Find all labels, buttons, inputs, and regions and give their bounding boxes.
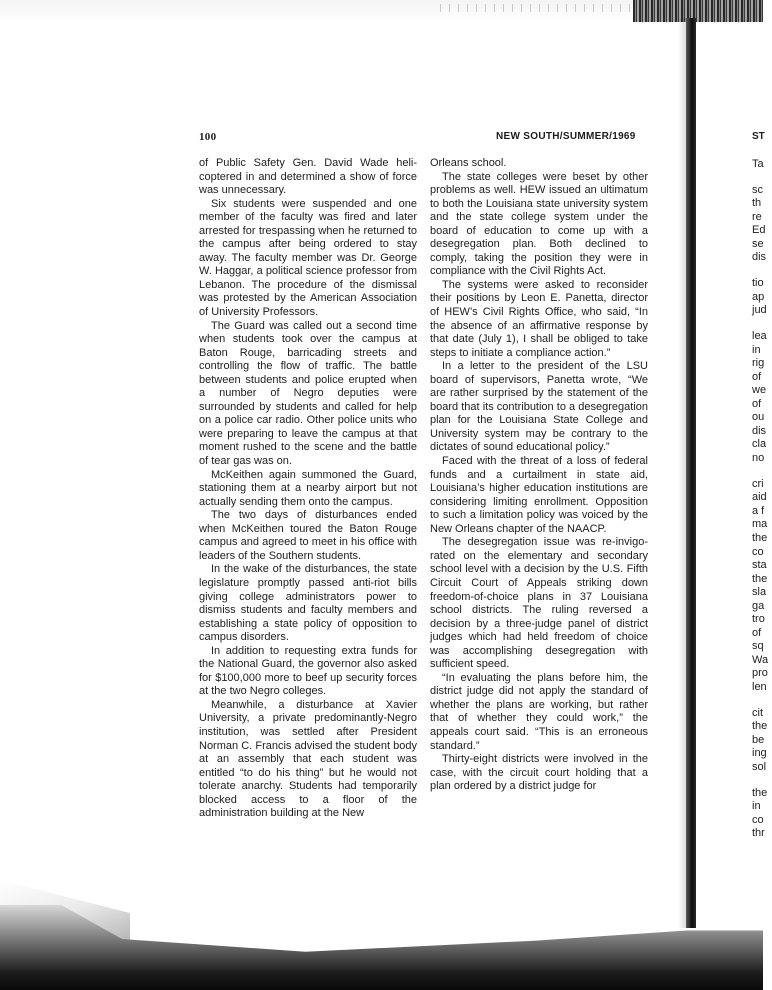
facing-page-line: in xyxy=(752,800,761,813)
running-head: NEW SOUTH/SUMMER/1969 xyxy=(496,131,636,142)
paragraph: McKeithen again summoned the Guard, stationing them at a nearby airport but not actually sending them onto the campus. xyxy=(199,468,417,508)
paragraph: The desegregation issue was re-invigorated on the elementary and secondary school level with a decision by the U.S. Fifth Circuit Court of Appeals striking down freedom-of-choice plans in 37 Louisiana school districts. The ruling reversed a decision by a three-judge panel of district judges which had held freedom of choice was accomplishing desegregation with sufficient speed. xyxy=(430,536,648,671)
paragraph: The state colleges were beset by other problems as well. HEW issued an ultimatum to both the Louisiana state university system and the state college system under the board of education to come up with a desegregation plan. Both declined to comply, taking the position they were in compliance with the Civil Rights Act. xyxy=(430,170,648,278)
paragraph: “In evaluating the plans before him, the district judge did not apply the standard of whether the plans are working, but rather that of whether they could work,” the appeals court said. “This is an erroneous standard.” xyxy=(430,671,648,752)
facing-page-line: Ed xyxy=(752,224,766,237)
facing-page-line: jud xyxy=(752,304,767,317)
facing-page-line: cla xyxy=(752,438,767,451)
facing-page-line: be xyxy=(752,733,765,746)
paragraph: Six students were suspended and one member of the faculty was fired and later arrested for trespassing when he returned to the campus after being ordered to stay away. The faculty member was Dr. George W. Haggar, a political science professor from Lebanon. The procedure of the dismissal was protested by the American Association of University Professors. xyxy=(199,197,417,319)
facing-page-line: thr xyxy=(752,827,765,840)
scan-noise xyxy=(440,4,630,12)
middle-column xyxy=(430,157,648,794)
facing-page-line: tro xyxy=(752,613,765,626)
facing-page-line: dis xyxy=(752,424,767,437)
facing-page-line: the xyxy=(752,531,768,544)
facing-page-line: ga xyxy=(752,599,765,612)
facing-page-line: a f xyxy=(752,504,765,517)
paragraph: The systems were asked to reconsider their positions by Leon E. Panetta, director of HEW’s Civil Rights Office, who said, “In the absence of an affirmative response by that date (July 1), I shall be obliged to take steps to initiate a compliance action.” xyxy=(430,278,648,359)
facing-page-line: rig xyxy=(752,357,765,370)
facing-page-line: cit xyxy=(752,706,763,719)
facing-page-line: Ta xyxy=(752,158,764,170)
paragraph: Meanwhile, a disturbance at Xavier University, a private predominantly-Negro institution, was settled after President Norman C. Francis advised the student body at an assembly that each student was entitled “to do his thing” but he would not tolerate anarchy. Students had temporarily blocked access to a floor of the administration building at the New xyxy=(199,698,417,820)
facing-page-line: of xyxy=(752,397,762,410)
paragraph: Thirty-eight districts were involved in the case, with the circuit court holding that a plan ordered by a district judge for xyxy=(430,753,648,793)
facing-page-line: sq xyxy=(752,640,764,653)
facing-page-line: len xyxy=(752,681,767,694)
facing-page-fragment xyxy=(752,100,772,930)
paragraph: Orleans school. xyxy=(430,157,507,169)
facing-page-line: of xyxy=(752,370,762,383)
facing-page-line: Wa xyxy=(752,653,769,666)
facing-page-line: no xyxy=(752,452,765,465)
facing-page-line: aid xyxy=(752,491,767,504)
facing-page-line: pro xyxy=(752,667,768,680)
facing-page-line: we xyxy=(752,384,767,397)
scan-edge-top xyxy=(0,0,763,22)
facing-page-line: ing xyxy=(752,747,767,760)
paragraph: of Public Safety Gen. David Wade helicoptered in and determined a show of force was unnecessary. xyxy=(199,157,417,197)
facing-page-line: ap xyxy=(752,290,765,303)
scan-texture xyxy=(633,0,763,22)
facing-page-line: in xyxy=(752,343,761,356)
facing-page-line: co xyxy=(752,545,764,558)
facing-page-line: sc xyxy=(752,183,763,196)
paragraph: The two days of disturbances ended when McKeithen toured the Baton Rouge campus and agreed to meet in his office with leaders of the Southern students. xyxy=(199,509,417,562)
facing-page-line: sla xyxy=(752,586,767,599)
paragraph: In addition to requesting extra funds for the National Guard, the governor also asked for $100,000 more to beef up security forces at the two Negro colleges. xyxy=(199,644,417,698)
facing-page-line: the xyxy=(752,786,768,799)
facing-page-line: sol xyxy=(752,760,767,773)
left-column xyxy=(199,157,417,821)
facing-page-line: co xyxy=(752,813,764,826)
facing-page-line: th xyxy=(752,197,762,210)
facing-page-line: ma xyxy=(752,518,768,531)
facing-page-line: the xyxy=(752,572,768,585)
facing-page-line: tio xyxy=(752,277,764,290)
book-spine xyxy=(686,18,696,928)
facing-page-line: sta xyxy=(752,559,767,572)
facing-page-line: re xyxy=(752,210,762,223)
paragraph: Faced with the threat of a loss of federal funds and a curtailment in state aid, Louisiana’s higher education institutions are considering limiting enrollment. Opposition to such a limitation policy was voiced by the New Orleans chapter of the NAACP. xyxy=(430,455,648,535)
facing-page-line: dis xyxy=(752,251,767,264)
facing-page-line: lea xyxy=(752,330,767,343)
paragraph: The Guard was called out a second time when students took over the campus at Baton Rouge, barricading streets and controlling the flow of traffic. The battle between students and police erupted when a number of Negro deputies were surrounded by students and called for help on a police car radio. Other police units who were preparing to leave the campus at that moment rushed to the scene and the battle of tear gas was on. xyxy=(199,319,417,468)
facing-page-line: the xyxy=(752,720,768,733)
facing-page-line: se xyxy=(752,237,764,250)
facing-page-line: ou xyxy=(752,411,765,424)
paragraph: In the wake of the disturbances, the state legislature promptly passed anti-riot bills giving college administrators power to dismiss students and faculty members and establishing a state policy of opposition to campus disorders. xyxy=(199,563,417,644)
facing-page-line: of xyxy=(752,626,762,639)
facing-page-line: cri xyxy=(752,477,764,490)
facing-page-running-head: ST xyxy=(752,131,765,142)
paragraph: In a letter to the president of the LSU board of supervisors, Panetta wrote, “We are rather surprised by the statement of the board that its contribution to a desegregation plan for the Louisiana State College and University system may be contrary to the dictates of sound educational policy.” xyxy=(430,360,648,454)
page-number: 100 xyxy=(199,131,217,143)
